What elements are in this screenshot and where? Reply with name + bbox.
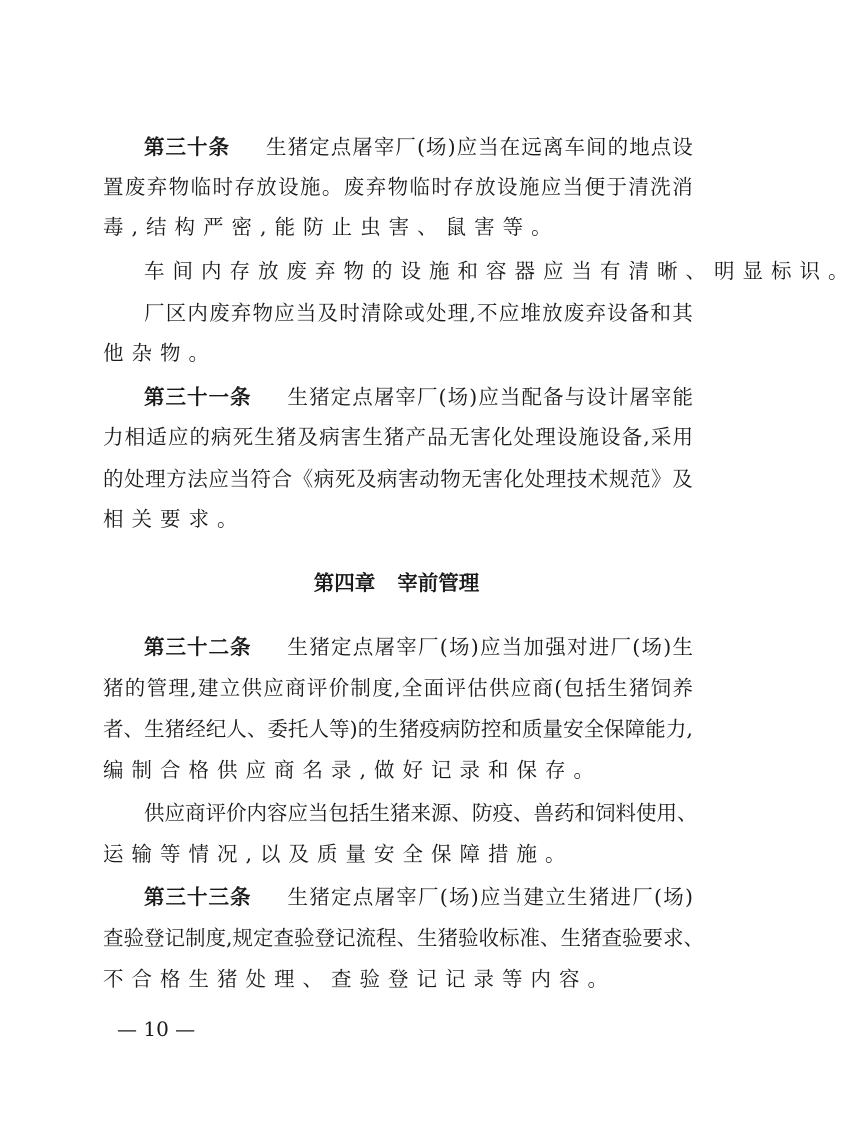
article-text: 生 猪 定 点 屠 宰 厂 ( 场 ) 应 当 建 立 生 猪 进 厂 ( 场 ) [287, 885, 693, 909]
article-number: 第三十三条 [144, 885, 252, 909]
article-text: 生 猪 定 点 屠 宰 厂 ( 场 ) 应 当 配 备 与 设 计 屠 宰 能 [287, 385, 693, 409]
article-32-line-4: 编 制 合 格 供 应 商 名 录 , 做 好 记 录 和 保 存 。 [103, 758, 603, 782]
paragraph-line-5: 运 输 等 情 况 , 以 及 质 量 安 全 保 障 措 施 。 [103, 842, 574, 866]
article-30-line-1 [144, 127, 693, 167]
article-32-line-2: 猪 的 管 理 , 建 立 供 应 商 评 价 制 度 , 全 面 评 估 供 应 商 ( 包 括 生 猪 饲 养 [103, 676, 693, 700]
article-30-line-3: 毒 , 结 构 严 密 , 能 防 止 虫 害 、 鼠 害 等 。 [103, 215, 560, 239]
article-number: 第三十条 [144, 135, 230, 159]
article-31-line-3: 的 处 理 方 法 应 当 符 合 《 病 死 及 病 害 动 物 无 害 化 处 理 技 术 规 范 》 及 [103, 467, 693, 491]
page-number: — 10 — [117, 1017, 196, 1041]
paragraph-line-4: 供 应 商 评 价 内 容 应 当 包 括 生 猪 来 源 、 防 疫 、 兽 药 和 饲 料 使 用 、 [144, 801, 698, 825]
article-33-line-3: 不 合 格 生 猪 处 理 、 查 验 登 记 记 录 等 内 容 。 [103, 967, 616, 991]
article-33-line-1 [144, 877, 693, 917]
paragraph-line-1: 车 间 内 存 放 废 弃 物 的 设 施 和 容 器 应 当 有 清 晰 、 明 显 标 识 。 [144, 259, 857, 283]
article-number: 第三十一条 [144, 385, 252, 409]
chapter-number: 第四章 [313, 571, 376, 595]
article-32-line-1 [144, 627, 693, 667]
paragraph-line-3: 他 杂 物 。 [103, 341, 217, 365]
article-text: 生 猪 定 点 屠 宰 厂 ( 场 ) 应 当 加 强 对 进 厂 ( 场 ) 生 [287, 635, 693, 659]
article-31-line-1 [144, 377, 693, 417]
article-number: 第三十二条 [144, 635, 252, 659]
paragraph-line-2: 厂 区 内 废 弃 物 应 当 及 时 清 除 或 处 理 , 不 应 堆 放 废 弃 设 备 和 其 [144, 301, 693, 325]
article-31-line-2: 力 相 适 应 的 病 死 生 猪 及 病 害 生 猪 产 品 无 害 化 处 理 设 施 设 备 , 采 用 [103, 425, 693, 449]
chapter-title: 宰前管理 [397, 571, 480, 595]
article-31-line-4: 相 关 要 求 。 [103, 507, 246, 531]
article-text: 生 猪 定 点 屠 宰 厂 ( 场 ) 应 当 在 远 离 车 间 的 地 点 设 [266, 135, 693, 159]
article-30-line-2: 置 废 弃 物 临 时 存 放 设 施 。 废 弃 物 临 时 存 放 设 施 应 当 便 于 清 洗 消 [103, 175, 693, 199]
article-33-line-2: 查 验 登 记 制 度 , 规 定 查 验 登 记 流 程 、 生 猪 验 收 标 准 、 生 猪 查 验 要 求 、 [103, 926, 705, 950]
chapter-heading [0, 563, 793, 603]
article-32-line-3: 者 、 生 猪 经 纪 人 、 委 托 人 等 ) 的 生 猪 疫 病 防 控 和 质 量 安 全 保 障 能 力 , [103, 717, 693, 741]
